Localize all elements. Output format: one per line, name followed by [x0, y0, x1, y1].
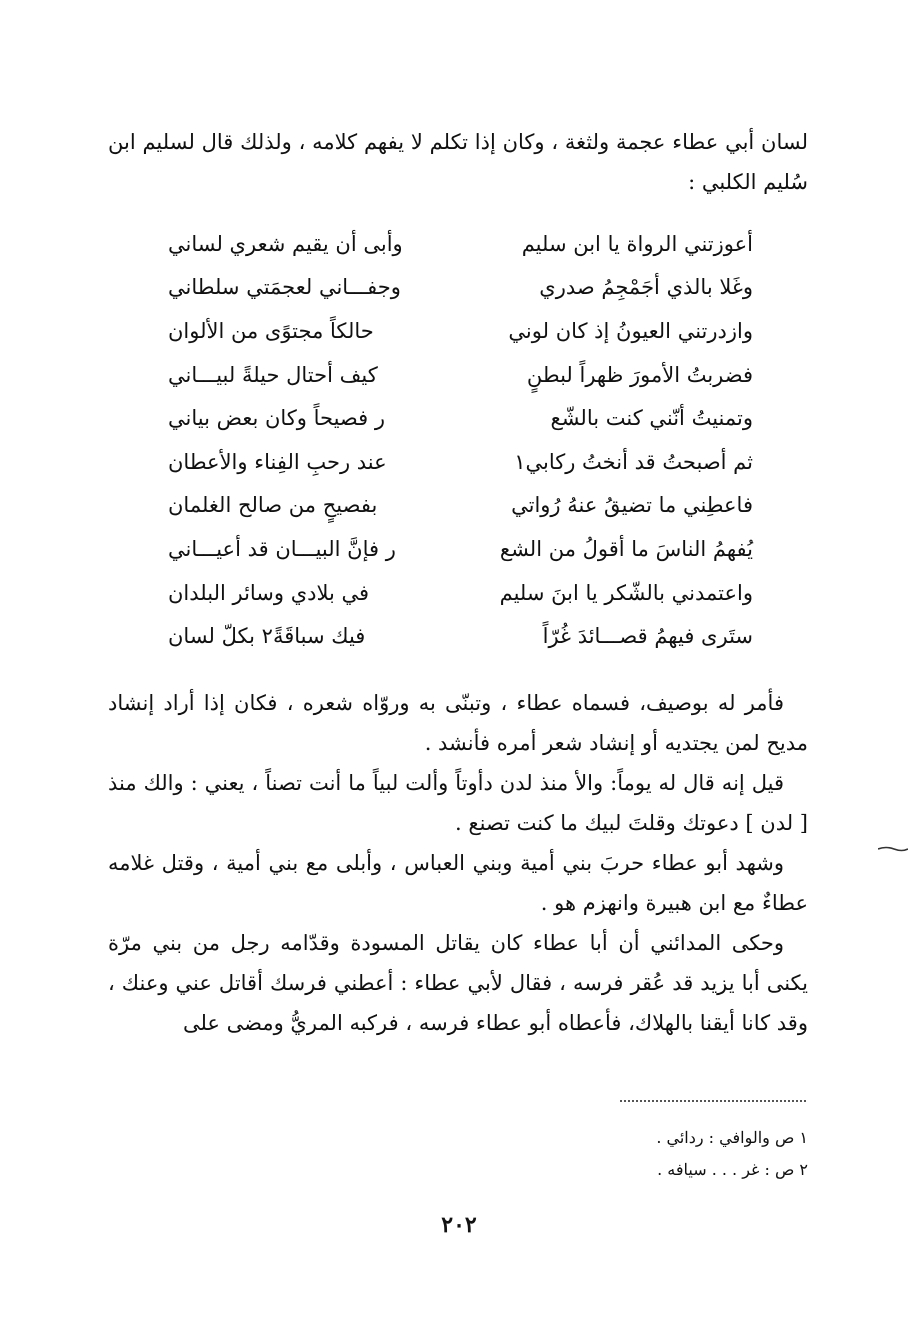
poem-verse: [160, 309, 753, 353]
poem-verse: [160, 266, 753, 310]
verse-first-hemistich: واعتمدني بالشّكر يا ابنَ سليم: [499, 580, 753, 605]
body-paragraph: قيل إنه قال له يوماً: والأ منذ لدن دأوتاً وألت لبياً ما أنت تصناً ، يعني : والك منذ [ لدن ] دعوتك وقلتَ لبيك ما كنت تصنع .: [108, 771, 808, 835]
verse-first-hemistich: وازدرتني العيونُ إذ كان لوني: [508, 318, 753, 343]
verse-second-hemistich: بفصيحٍ من صالح الغلمان: [168, 493, 378, 518]
poem-verse: [160, 571, 753, 615]
verse-first-hemistich: ثم أصبحتُ قد أنختُ ركابي١: [514, 449, 753, 474]
verse-second-hemistich: ر فصيحاً وكان بعض بياني: [168, 406, 385, 431]
verse-second-hemistich: وأبى أن يقيم شعري لساني: [168, 231, 403, 256]
poem-verse: [160, 222, 753, 266]
verse-first-hemistich: وغَلا بالذي أجَمْجِمُ صدري: [539, 275, 753, 300]
verse-first-hemistich: فاعطِني ما تضيقُ عنهُ رُواتي: [511, 493, 753, 518]
verse-first-hemistich: يُفهمُ الناسَ ما أقولُ من الشع: [499, 536, 753, 561]
footnote: ٢ ص : غر . . . سيافه .: [657, 1160, 808, 1179]
verse-first-hemistich: فضربتُ الأمورَ ظهراً لبطنٍ: [526, 362, 753, 387]
poem-verse: [160, 614, 753, 658]
verse-second-hemistich: وجفـــاني لعجمَتي سلطاني: [168, 275, 401, 300]
verse-second-hemistich: عند رحبِ الفِناء والأعطان: [168, 449, 387, 474]
verse-first-hemistich: أعوزتني الرواة يا ابن سليم: [521, 231, 753, 256]
body-paragraph: فأمر له بوصيف، فسماه عطاء ، وتبنّى به وروّاه شعره ، فكان إذا أراد إنشاد مديح لمن يجتديه أو إنشاد شعر أمره فأنشد .: [108, 691, 808, 755]
poem-verse: [160, 484, 753, 528]
verse-second-hemistich: حالكاً مجتوًى من الألوان: [168, 318, 374, 343]
body-paragraph: وشهد أبو عطاء حربَ بني أمية وبني العباس ، وأبلى مع بني أمية ، وقتل غلامه عطاءٌ مع ابن هبيرة وانهزم هو .: [108, 851, 808, 915]
intro-paragraph: لسان أبي عطاء عجمة ولثغة ، وكان إذا تكلم لا يفهم كلامه ، ولذلك قال لسليم ابن سُليم الكلبي :: [108, 130, 808, 194]
margin-mark: [878, 846, 908, 852]
body-text: [108, 683, 808, 1043]
verse-first-hemistich: ستَرى فيهمُ قصـــائدَ غُرّاً: [542, 624, 753, 649]
body-paragraph: وحكى المدائني أن أبا عطاء كان يقاتل المسودة وقدّامه رجل من بني مرّة يكنى أبا يزيد قد عُقر فرسه ، فقال لأبي عطاء : أعطني فرسك أقاتل عني وعنك ، وقد كانا أيقنا بالهلاك، فأعطاه أبو عطاء فرسه ، فركبه المريُّ ومضى على: [108, 931, 808, 1035]
poem-verse: [160, 440, 753, 484]
verse-second-hemistich: كيف أحتال حيلةً لبيـــاني: [168, 362, 378, 387]
verse-second-hemistich: فيك سباقَةً٢ بكلّ لسان: [168, 624, 366, 649]
poem-verse: [160, 353, 753, 397]
page-number: ٢٠٢: [441, 1212, 477, 1238]
footnote-divider: [620, 1100, 806, 1102]
verse-first-hemistich: وتمنيتُ أنّني كنت بالشّع: [550, 406, 753, 431]
poem: [160, 222, 753, 658]
verse-second-hemistich: في بلادي وسائر البلدان: [168, 580, 370, 605]
verse-second-hemistich: ر فإنَّ البيـــان قد أعيـــاني: [168, 536, 396, 561]
footnotes: [508, 1122, 808, 1186]
poem-verse: [160, 396, 753, 440]
poem-verse: [160, 527, 753, 571]
footnote: ١ ص والوافي : ردائي .: [656, 1128, 808, 1147]
